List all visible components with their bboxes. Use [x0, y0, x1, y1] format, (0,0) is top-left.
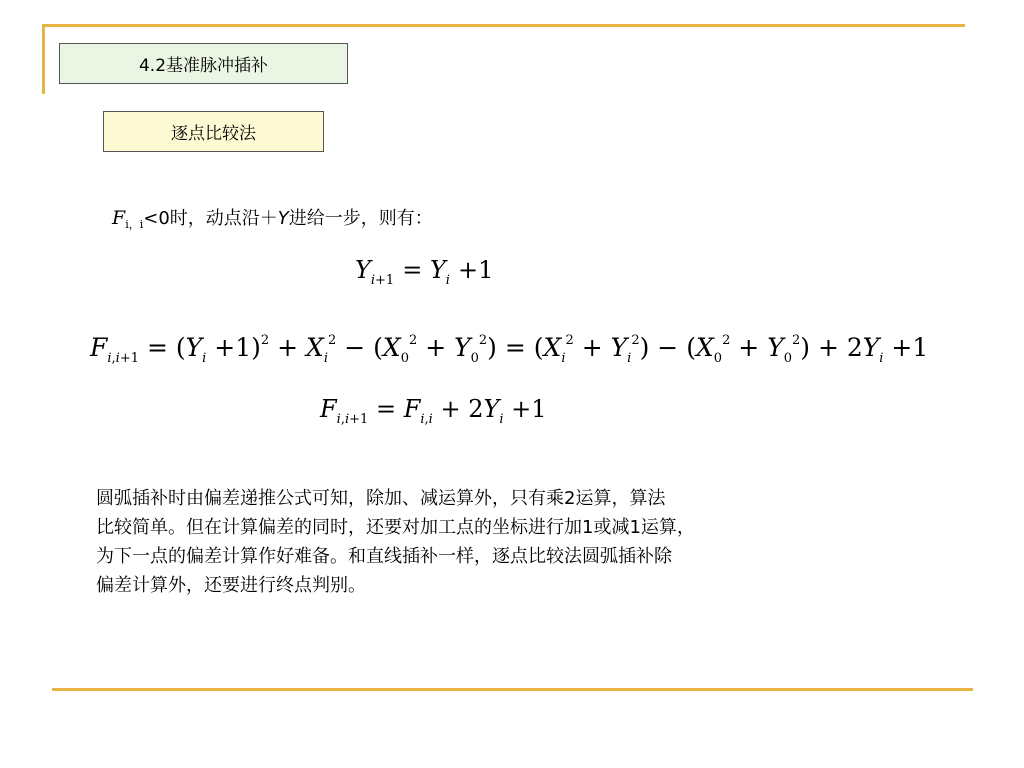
formula-deviation-expansion: $F_{i,i+1} = (Y_i +1)^2 + X_i^2 - (X_0^2 + Y_0^2) = (X_i^2 + Y_i^2) - (X_0^2 + Y_0^2) + 2Y_i +1$: [90, 333, 929, 366]
condition-y-symbol: Y: [277, 208, 289, 229]
method-label-box: [103, 111, 324, 152]
condition-text-before: <0时，动点沿＋: [143, 208, 278, 229]
condition-line: [112, 204, 433, 232]
condition-f-subscript: i，i: [125, 218, 144, 231]
formula-y-increment: $Y_{i+1} = Y_i +1$: [355, 256, 494, 288]
explanation-paragraph: 圆弧插补时由偏差递推公式可知，除加、减运算外，只有乘2运算，算法 比较简单。但在计算偏差的同时，还要对加工点的坐标进行加1或减1运算， 为下一点的偏差计算作好难备。和直线插补一样，逐点比较法圆弧插补除 偏差计算外，还要进行终点判别。: [96, 488, 695, 596]
section-title-box: [59, 43, 348, 84]
condition-f-symbol: F: [112, 207, 126, 229]
method-label: 逐点比较法: [171, 124, 256, 144]
section-title: 4.2基准脉冲插补: [138, 56, 269, 76]
bottom-rule: [52, 688, 973, 691]
top-rule: [42, 24, 965, 27]
formula-deviation-recurrence: $F_{i,i+1} = F_{i,i} + 2Y_i +1$: [320, 395, 547, 427]
left-rule: [42, 24, 45, 94]
condition-text-after: 进给一步，则有：: [288, 208, 433, 229]
